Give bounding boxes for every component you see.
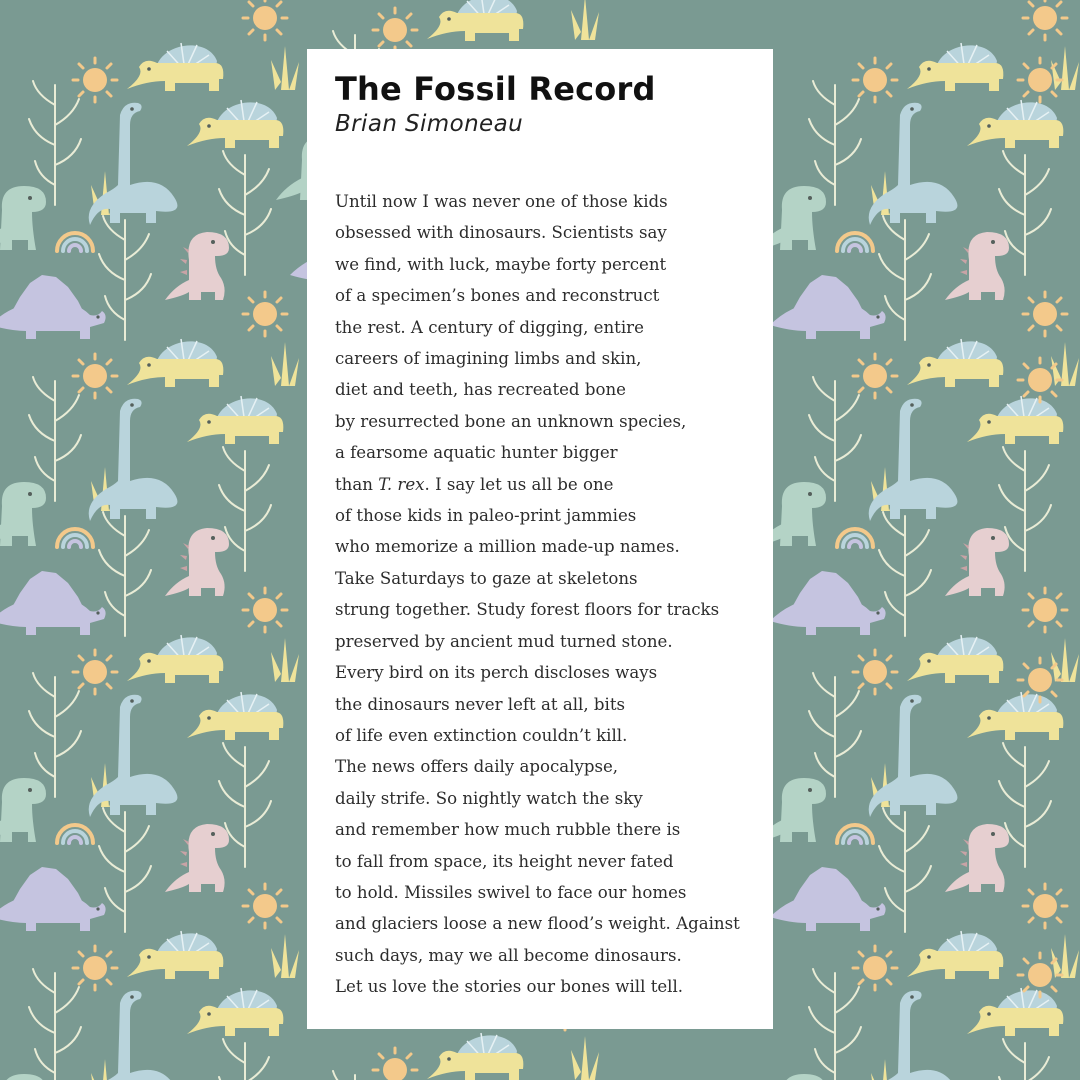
- poem-line: and remember how much rubble there is: [335, 820, 681, 840]
- poem-line: the dinosaurs never left at all, bits: [335, 694, 626, 714]
- poem-line: by resurrected bone an unknown species,: [335, 411, 687, 431]
- poem-line: we find, with luck, maybe forty percent: [335, 254, 667, 274]
- poem-line: strung together. Study forest floors for tracks: [335, 600, 720, 620]
- poem-line: of those kids in paleo-print jammies: [335, 506, 637, 526]
- poem-line: careers of imagining limbs and skin,: [335, 349, 642, 369]
- poem-line: to fall from space, its height never fated: [335, 851, 674, 871]
- poem-line: daily strife. So nightly watch the sky: [335, 788, 643, 808]
- poem-title: The Fossil Record: [335, 70, 656, 108]
- poem-line: Take Saturdays to gaze at skeletons: [335, 568, 638, 588]
- poem-line: preserved by ancient mud turned stone.: [335, 631, 673, 651]
- poem-line: diet and teeth, has recreated bone: [335, 380, 626, 400]
- poem-author: Brian Simoneau: [335, 111, 524, 137]
- poem-line: to hold. Missiles swivel to face our homes: [335, 882, 687, 902]
- poem-card: [307, 49, 773, 1029]
- poem-line: a fearsome aquatic hunter bigger: [335, 443, 618, 463]
- poem-line: Let us love the stories our bones will tell.: [335, 977, 684, 997]
- poem-line: The news offers daily apocalypse,: [335, 757, 619, 777]
- poem-line: of life even extinction couldn’t kill.: [335, 725, 628, 745]
- poem-line: and glaciers loose a new flood’s weight. Against: [335, 914, 740, 934]
- poem-line: the rest. A century of digging, entire: [335, 317, 644, 337]
- poem-line: Every bird on its perch discloses ways: [335, 663, 658, 683]
- poem-line: Until now I was never one of those kids: [335, 192, 668, 211]
- poem-line: who memorize a million made-up names.: [335, 537, 680, 557]
- poem-line: of a specimen’s bones and reconstruct: [335, 286, 660, 306]
- poem-body: [335, 186, 773, 1003]
- poem-line: such days, may we all become dinosaurs.: [335, 945, 682, 965]
- poem-line: than T. rex. I say let us all be one: [335, 474, 614, 494]
- poem-line: obsessed with dinosaurs. Scientists say: [335, 223, 667, 243]
